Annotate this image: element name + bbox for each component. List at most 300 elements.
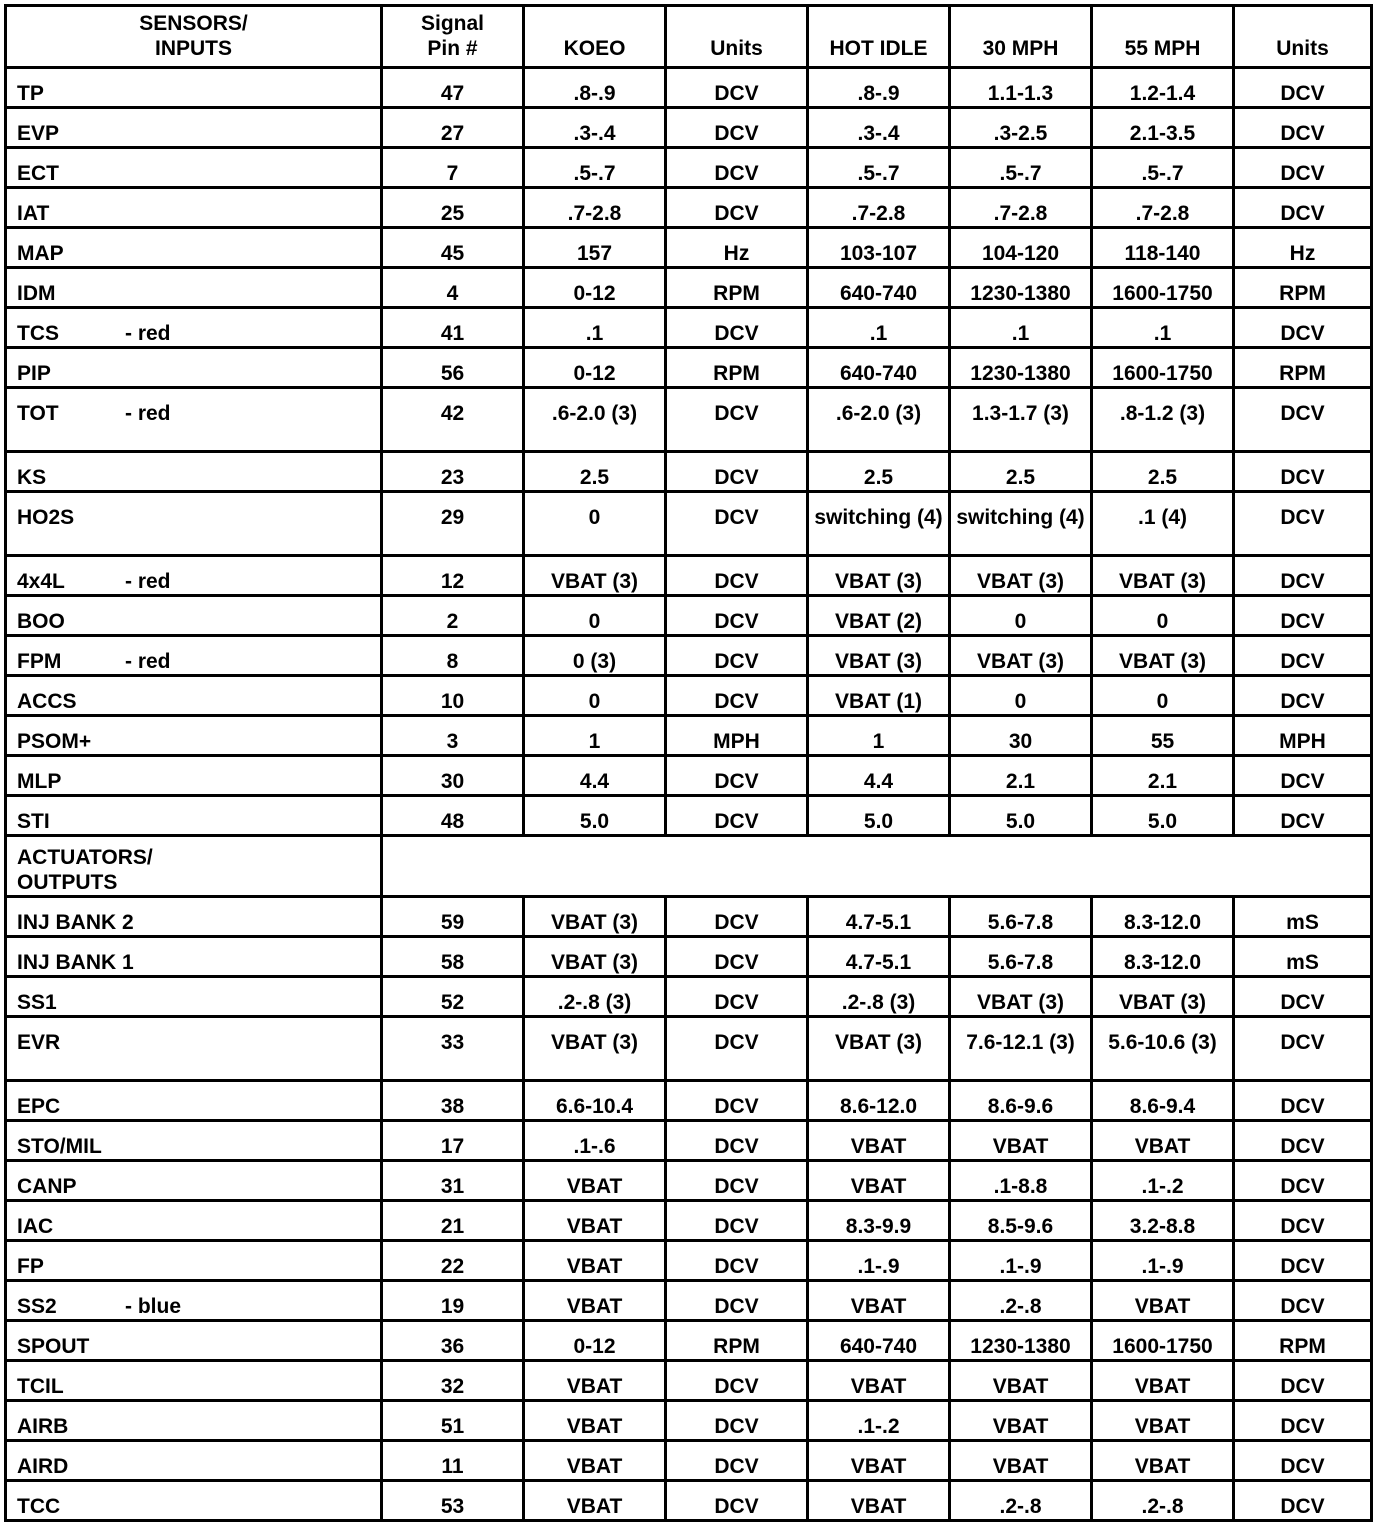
- 30-mph-cell: .3-2.5: [950, 108, 1092, 148]
- units-cell: DCV: [666, 108, 808, 148]
- signal-pin-cell: 21: [382, 1201, 524, 1241]
- signal-pin-cell: 53: [382, 1481, 524, 1521]
- units-cell: DCV: [666, 1361, 808, 1401]
- 55-mph-cell: .2-.8: [1092, 1481, 1234, 1521]
- table-row: [6, 1361, 1372, 1401]
- table-row: [6, 1401, 1372, 1441]
- units-cell: DCV: [666, 492, 808, 556]
- signal-pin-cell: 19: [382, 1281, 524, 1321]
- units-cell: DCV: [666, 756, 808, 796]
- table-row: [6, 148, 1372, 188]
- units-2-cell: DCV: [1234, 1081, 1372, 1121]
- hot-idle-cell: VBAT: [808, 1281, 950, 1321]
- units-cell: RPM: [666, 348, 808, 388]
- units-2-cell: DCV: [1234, 796, 1372, 836]
- units-2-cell: DCV: [1234, 308, 1372, 348]
- hot-idle-cell: 4.4: [808, 756, 950, 796]
- units-2-cell: RPM: [1234, 268, 1372, 308]
- signal-pin-cell: 11: [382, 1441, 524, 1481]
- component-name: STI: [17, 810, 50, 833]
- component-name: AIRD: [17, 1455, 69, 1478]
- signal-pin-cell: 42: [382, 388, 524, 452]
- header-row: [6, 6, 1372, 68]
- hot-idle-cell: 4.7-5.1: [808, 937, 950, 977]
- 55-mph-cell: 2.5: [1092, 452, 1234, 492]
- component-name-cell: [6, 348, 382, 388]
- 30-mph-cell: .2-.8: [950, 1481, 1092, 1521]
- hot-idle-cell: VBAT (2): [808, 596, 950, 636]
- 55-mph-cell: VBAT: [1092, 1441, 1234, 1481]
- table-row: [6, 452, 1372, 492]
- component-name: STO/MIL: [17, 1135, 102, 1158]
- signal-pin-cell: 32: [382, 1361, 524, 1401]
- units-cell: DCV: [666, 1081, 808, 1121]
- signal-pin-cell: 10: [382, 676, 524, 716]
- hot-idle-cell: VBAT (1): [808, 676, 950, 716]
- actuators-heading-section: [6, 836, 1372, 897]
- 30-mph-cell: switching (4): [950, 492, 1092, 556]
- table-row: [6, 676, 1372, 716]
- signal-pin-cell: 51: [382, 1401, 524, 1441]
- 30-mph-cell: 1230-1380: [950, 268, 1092, 308]
- component-name-cell: [6, 636, 382, 676]
- component-name-cell: [6, 1161, 382, 1201]
- component-name: FPM: [17, 650, 62, 673]
- table-row: [6, 492, 1372, 556]
- signal-pin-cell: 47: [382, 68, 524, 108]
- units-2-cell: MPH: [1234, 716, 1372, 756]
- units-cell: DCV: [666, 1281, 808, 1321]
- 55-mph-cell: VBAT (3): [1092, 556, 1234, 596]
- units-cell: DCV: [666, 188, 808, 228]
- units-2-cell: DCV: [1234, 1401, 1372, 1441]
- units-cell: DCV: [666, 388, 808, 452]
- signal-pin-cell: 41: [382, 308, 524, 348]
- table-row: [6, 596, 1372, 636]
- 55-mph-cell: 8.6-9.4: [1092, 1081, 1234, 1121]
- hot-idle-cell: .1: [808, 308, 950, 348]
- table-row: [6, 1081, 1372, 1121]
- 30-mph-cell: 0: [950, 596, 1092, 636]
- component-name: ACCS: [17, 690, 77, 713]
- signal-pin-cell: 3: [382, 716, 524, 756]
- 30-mph-cell: .2-.8: [950, 1281, 1092, 1321]
- units-cell: DCV: [666, 68, 808, 108]
- koeo-cell: VBAT (3): [524, 897, 666, 937]
- units-cell: DCV: [666, 937, 808, 977]
- component-name: MAP: [17, 242, 64, 265]
- units-cell: DCV: [666, 148, 808, 188]
- 55-mph-cell: 118-140: [1092, 228, 1234, 268]
- 55-mph-cell: VBAT: [1092, 1361, 1234, 1401]
- signal-pin-cell: 8: [382, 636, 524, 676]
- units-cell: DCV: [666, 308, 808, 348]
- 30-mph-cell: 30: [950, 716, 1092, 756]
- 30-mph-cell: VBAT (3): [950, 556, 1092, 596]
- actuators-heading-cell: [6, 836, 382, 897]
- koeo-cell: .7-2.8: [524, 188, 666, 228]
- component-name-cell: [6, 1081, 382, 1121]
- hot-idle-cell: .1-.2: [808, 1401, 950, 1441]
- table-row: [6, 977, 1372, 1017]
- component-name-cell: [6, 228, 382, 268]
- hot-idle-cell: .1-.9: [808, 1241, 950, 1281]
- component-name: EVR: [17, 1031, 61, 1054]
- units-2-cell: RPM: [1234, 1321, 1372, 1361]
- 55-mph-cell: .1-.9: [1092, 1241, 1234, 1281]
- koeo-cell: .1: [524, 308, 666, 348]
- header-sensors-inputs: [6, 6, 382, 68]
- component-name: FP: [17, 1255, 44, 1278]
- header-hot-idle: HOT IDLE: [808, 6, 950, 68]
- units-cell: DCV: [666, 636, 808, 676]
- 30-mph-cell: VBAT: [950, 1121, 1092, 1161]
- 30-mph-cell: 1230-1380: [950, 348, 1092, 388]
- signal-pin-cell: 33: [382, 1017, 524, 1081]
- 55-mph-cell: .5-.7: [1092, 148, 1234, 188]
- component-name: IAT: [17, 202, 50, 225]
- 30-mph-cell: .1-8.8: [950, 1161, 1092, 1201]
- component-name: IDM: [17, 282, 56, 305]
- hot-idle-cell: 103-107: [808, 228, 950, 268]
- 30-mph-cell: 2.5: [950, 452, 1092, 492]
- 30-mph-cell: 2.1: [950, 756, 1092, 796]
- koeo-cell: VBAT: [524, 1281, 666, 1321]
- wire-color-tag: - red: [125, 570, 171, 593]
- table-row: [6, 1201, 1372, 1241]
- koeo-cell: VBAT: [524, 1481, 666, 1521]
- 55-mph-cell: 2.1: [1092, 756, 1234, 796]
- 55-mph-cell: 3.2-8.8: [1092, 1201, 1234, 1241]
- component-name: PIP: [17, 362, 51, 385]
- units-2-cell: DCV: [1234, 676, 1372, 716]
- table-row: [6, 1161, 1372, 1201]
- hot-idle-cell: 1: [808, 716, 950, 756]
- component-name-cell: [6, 68, 382, 108]
- signal-pin-cell: 59: [382, 897, 524, 937]
- 55-mph-cell: 0: [1092, 676, 1234, 716]
- component-name-cell: [6, 268, 382, 308]
- units-cell: DCV: [666, 1161, 808, 1201]
- wire-color-tag: - red: [125, 650, 171, 673]
- component-name-cell: [6, 1241, 382, 1281]
- hot-idle-cell: VBAT: [808, 1441, 950, 1481]
- units-cell: DCV: [666, 1441, 808, 1481]
- units-2-cell: DCV: [1234, 452, 1372, 492]
- koeo-cell: 1: [524, 716, 666, 756]
- component-name: HO2S: [17, 506, 75, 529]
- 55-mph-cell: 1600-1750: [1092, 1321, 1234, 1361]
- hot-idle-cell: 2.5: [808, 452, 950, 492]
- hot-idle-cell: VBAT (3): [808, 556, 950, 596]
- component-name: TP: [17, 82, 44, 105]
- 30-mph-cell: 5.0: [950, 796, 1092, 836]
- hot-idle-cell: .8-.9: [808, 68, 950, 108]
- wire-color-tag: - red: [125, 402, 171, 425]
- table-row: [6, 756, 1372, 796]
- 55-mph-cell: .1-.2: [1092, 1161, 1234, 1201]
- koeo-cell: VBAT: [524, 1201, 666, 1241]
- 55-mph-cell: 5.0: [1092, 796, 1234, 836]
- actuators-heading-blank: [382, 836, 1372, 897]
- 30-mph-cell: VBAT: [950, 1441, 1092, 1481]
- table-row: [6, 188, 1372, 228]
- table-row: [6, 1321, 1372, 1361]
- 55-mph-cell: 55: [1092, 716, 1234, 756]
- component-name-cell: [6, 108, 382, 148]
- 30-mph-cell: .1: [950, 308, 1092, 348]
- units-2-cell: DCV: [1234, 1161, 1372, 1201]
- component-name-cell: [6, 796, 382, 836]
- hot-idle-cell: VBAT (3): [808, 1017, 950, 1081]
- component-name-cell: [6, 937, 382, 977]
- units-cell: DCV: [666, 1481, 808, 1521]
- koeo-cell: VBAT: [524, 1361, 666, 1401]
- signal-pin-cell: 52: [382, 977, 524, 1017]
- hot-idle-cell: 5.0: [808, 796, 950, 836]
- units-2-cell: RPM: [1234, 348, 1372, 388]
- 55-mph-cell: VBAT (3): [1092, 977, 1234, 1017]
- units-cell: DCV: [666, 796, 808, 836]
- header-sensors-line-2: INPUTS: [154, 37, 232, 60]
- hot-idle-cell: .3-.4: [808, 108, 950, 148]
- 55-mph-cell: 1.2-1.4: [1092, 68, 1234, 108]
- units-2-cell: DCV: [1234, 1121, 1372, 1161]
- table-row: [6, 556, 1372, 596]
- signal-pin-cell: 56: [382, 348, 524, 388]
- units-2-cell: mS: [1234, 897, 1372, 937]
- koeo-cell: 0-12: [524, 1321, 666, 1361]
- signal-pin-cell: 48: [382, 796, 524, 836]
- header-units-2: Units: [1234, 6, 1372, 68]
- koeo-cell: .6-2.0 (3): [524, 388, 666, 452]
- component-name-cell: [6, 897, 382, 937]
- signal-pin-cell: 12: [382, 556, 524, 596]
- 55-mph-cell: .1: [1092, 308, 1234, 348]
- 30-mph-cell: .5-.7: [950, 148, 1092, 188]
- units-2-cell: DCV: [1234, 1241, 1372, 1281]
- hot-idle-cell: VBAT: [808, 1161, 950, 1201]
- 30-mph-cell: .1-.9: [950, 1241, 1092, 1281]
- 30-mph-cell: 8.5-9.6: [950, 1201, 1092, 1241]
- component-name-cell: [6, 1281, 382, 1321]
- koeo-cell: 5.0: [524, 796, 666, 836]
- table-row: [6, 268, 1372, 308]
- units-2-cell: DCV: [1234, 108, 1372, 148]
- hot-idle-cell: VBAT: [808, 1481, 950, 1521]
- units-2-cell: DCV: [1234, 1017, 1372, 1081]
- hot-idle-cell: VBAT (3): [808, 636, 950, 676]
- hot-idle-cell: 8.6-12.0: [808, 1081, 950, 1121]
- koeo-cell: VBAT: [524, 1401, 666, 1441]
- units-2-cell: DCV: [1234, 388, 1372, 452]
- table-row: [6, 636, 1372, 676]
- component-name-cell: [6, 1201, 382, 1241]
- koeo-cell: VBAT (3): [524, 556, 666, 596]
- component-name: CANP: [17, 1175, 77, 1198]
- units-cell: DCV: [666, 1401, 808, 1441]
- koeo-cell: VBAT (3): [524, 1017, 666, 1081]
- 30-mph-cell: 104-120: [950, 228, 1092, 268]
- component-name: TCC: [17, 1495, 61, 1518]
- actuators-section: [6, 897, 1372, 1521]
- actuators-heading-line-2: OUTPUTS: [17, 871, 118, 894]
- units-2-cell: DCV: [1234, 1361, 1372, 1401]
- units-cell: DCV: [666, 897, 808, 937]
- component-name-cell: [6, 148, 382, 188]
- koeo-cell: 0: [524, 492, 666, 556]
- component-name-cell: [6, 1017, 382, 1081]
- 30-mph-cell: 0: [950, 676, 1092, 716]
- hot-idle-cell: .5-.7: [808, 148, 950, 188]
- component-name: BOO: [17, 610, 65, 633]
- hot-idle-cell: switching (4): [808, 492, 950, 556]
- signal-pin-cell: 7: [382, 148, 524, 188]
- 30-mph-cell: 7.6-12.1 (3): [950, 1017, 1092, 1081]
- hot-idle-cell: 640-740: [808, 268, 950, 308]
- table-row: [6, 1121, 1372, 1161]
- signal-pin-cell: 2: [382, 596, 524, 636]
- 55-mph-cell: VBAT: [1092, 1121, 1234, 1161]
- units-2-cell: DCV: [1234, 636, 1372, 676]
- table-row: [6, 937, 1372, 977]
- component-name: AIRB: [17, 1415, 69, 1438]
- header-signal-line-2: Pin #: [427, 37, 478, 60]
- units-cell: DCV: [666, 1121, 808, 1161]
- units-2-cell: DCV: [1234, 556, 1372, 596]
- component-name: PSOM+: [17, 730, 92, 753]
- component-name-cell: [6, 596, 382, 636]
- signal-pin-cell: 38: [382, 1081, 524, 1121]
- signal-pin-cell: 58: [382, 937, 524, 977]
- 30-mph-cell: .7-2.8: [950, 188, 1092, 228]
- 55-mph-cell: .8-1.2 (3): [1092, 388, 1234, 452]
- 30-mph-cell: VBAT (3): [950, 636, 1092, 676]
- koeo-cell: 0-12: [524, 348, 666, 388]
- koeo-cell: 0: [524, 676, 666, 716]
- koeo-cell: 0-12: [524, 268, 666, 308]
- 30-mph-cell: 1.1-1.3: [950, 68, 1092, 108]
- koeo-cell: .5-.7: [524, 148, 666, 188]
- table-row: [6, 716, 1372, 756]
- 55-mph-cell: 8.3-12.0: [1092, 937, 1234, 977]
- header-55-mph: 55 MPH: [1092, 6, 1234, 68]
- 55-mph-cell: 8.3-12.0: [1092, 897, 1234, 937]
- header-signal-pin: [382, 6, 524, 68]
- 55-mph-cell: VBAT (3): [1092, 636, 1234, 676]
- 30-mph-cell: 1.3-1.7 (3): [950, 388, 1092, 452]
- hot-idle-cell: 640-740: [808, 348, 950, 388]
- hot-idle-cell: 4.7-5.1: [808, 897, 950, 937]
- component-name-cell: [6, 1441, 382, 1481]
- units-2-cell: DCV: [1234, 756, 1372, 796]
- component-name-cell: [6, 1361, 382, 1401]
- component-name-cell: [6, 1321, 382, 1361]
- signal-pin-cell: 17: [382, 1121, 524, 1161]
- wire-color-tag: - red: [125, 322, 171, 345]
- component-name: TOT: [17, 402, 59, 425]
- koeo-cell: 0: [524, 596, 666, 636]
- component-name: KS: [17, 466, 47, 489]
- 30-mph-cell: 1230-1380: [950, 1321, 1092, 1361]
- actuators-heading-line-1: ACTUATORS/: [17, 846, 153, 869]
- table-row: [6, 1281, 1372, 1321]
- units-cell: DCV: [666, 1201, 808, 1241]
- component-name: IAC: [17, 1215, 54, 1238]
- units-cell: DCV: [666, 676, 808, 716]
- wire-color-tag: - blue: [125, 1295, 181, 1318]
- units-cell: DCV: [666, 556, 808, 596]
- units-cell: RPM: [666, 1321, 808, 1361]
- signal-pin-cell: 4: [382, 268, 524, 308]
- hot-idle-cell: VBAT: [808, 1361, 950, 1401]
- koeo-cell: VBAT: [524, 1241, 666, 1281]
- koeo-cell: 4.4: [524, 756, 666, 796]
- component-name-cell: [6, 1481, 382, 1521]
- 55-mph-cell: .1 (4): [1092, 492, 1234, 556]
- units-2-cell: DCV: [1234, 492, 1372, 556]
- header-units: Units: [666, 6, 808, 68]
- header-signal-line-1: Signal: [420, 12, 484, 35]
- units-2-cell: DCV: [1234, 977, 1372, 1017]
- table-row: [6, 1481, 1372, 1521]
- actuators-heading-row: [6, 836, 1372, 897]
- component-name: TCS: [17, 322, 59, 345]
- component-name-cell: [6, 452, 382, 492]
- units-cell: DCV: [666, 596, 808, 636]
- table-row: [6, 897, 1372, 937]
- component-name: 4x4L: [17, 570, 65, 593]
- units-2-cell: DCV: [1234, 596, 1372, 636]
- units-2-cell: DCV: [1234, 1481, 1372, 1521]
- signal-pin-cell: 29: [382, 492, 524, 556]
- signal-pin-cell: 27: [382, 108, 524, 148]
- 30-mph-cell: VBAT: [950, 1361, 1092, 1401]
- component-name: TCIL: [17, 1375, 64, 1398]
- component-name: SS2: [17, 1295, 57, 1318]
- component-name-cell: [6, 676, 382, 716]
- hot-idle-cell: 640-740: [808, 1321, 950, 1361]
- signal-pin-cell: 31: [382, 1161, 524, 1201]
- units-2-cell: DCV: [1234, 1201, 1372, 1241]
- signal-pin-cell: 30: [382, 756, 524, 796]
- table-row: [6, 228, 1372, 268]
- units-cell: MPH: [666, 716, 808, 756]
- component-name: SPOUT: [17, 1335, 90, 1358]
- koeo-cell: 157: [524, 228, 666, 268]
- koeo-cell: VBAT: [524, 1441, 666, 1481]
- table-row: [6, 1017, 1372, 1081]
- component-name: EVP: [17, 122, 60, 145]
- hot-idle-cell: .7-2.8: [808, 188, 950, 228]
- component-name-cell: [6, 716, 382, 756]
- koeo-cell: VBAT (3): [524, 937, 666, 977]
- signal-pin-cell: 23: [382, 452, 524, 492]
- 30-mph-cell: 5.6-7.8: [950, 937, 1092, 977]
- units-cell: DCV: [666, 1241, 808, 1281]
- units-2-cell: DCV: [1234, 148, 1372, 188]
- 55-mph-cell: 1600-1750: [1092, 268, 1234, 308]
- koeo-cell: .3-.4: [524, 108, 666, 148]
- units-2-cell: mS: [1234, 937, 1372, 977]
- sensors-section: [6, 68, 1372, 836]
- header-koeo: KOEO: [524, 6, 666, 68]
- 55-mph-cell: .7-2.8: [1092, 188, 1234, 228]
- koeo-cell: 2.5: [524, 452, 666, 492]
- component-name-cell: [6, 492, 382, 556]
- 55-mph-cell: 2.1-3.5: [1092, 108, 1234, 148]
- header-30-mph: 30 MPH: [950, 6, 1092, 68]
